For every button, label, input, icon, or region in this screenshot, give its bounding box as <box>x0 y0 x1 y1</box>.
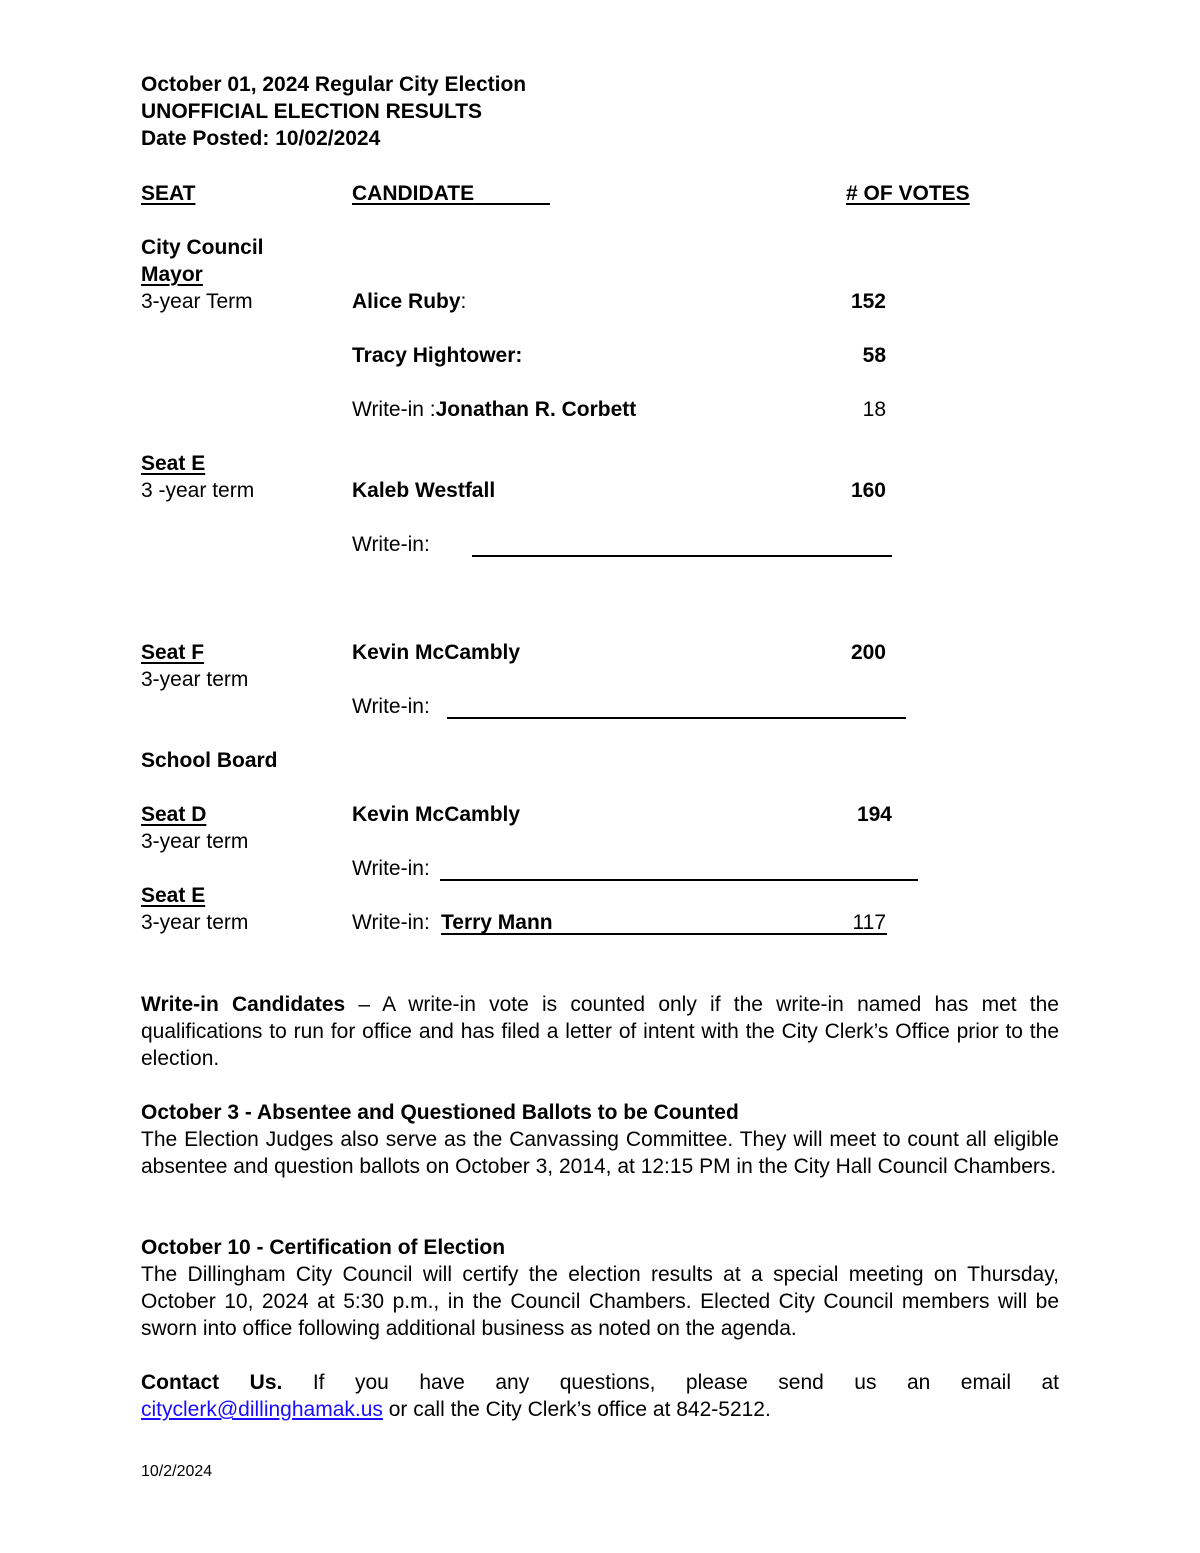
email-link[interactable]: cityclerk@dillinghamak.us <box>141 1398 383 1421</box>
seat-e-council: Seat E <box>141 452 206 475</box>
column-candidate: CANDIDATE <box>352 182 475 205</box>
column-votes: # OF VOTES <box>846 182 970 205</box>
city-council-heading: City Council <box>141 236 264 259</box>
seat-e-school: Seat E <box>141 884 206 907</box>
seat-f-term: 3-year term <box>141 668 249 691</box>
mayor-term: 3-year Term <box>141 290 253 313</box>
seat-d-term: 3-year term <box>141 830 249 853</box>
vote-count: 117 <box>852 911 886 934</box>
writein-candidate: Write-in :Jonathan R. Corbett <box>352 398 637 421</box>
writein-blank-line <box>472 555 892 557</box>
candidate-name: Kaleb Westfall <box>352 479 496 502</box>
seat-e-school-term: 3-year term <box>141 911 249 934</box>
writein-blank-line <box>447 717 906 719</box>
writein-candidate: Terry Mann <box>441 911 553 934</box>
vote-count: 160 <box>850 479 886 502</box>
vote-count: 18 <box>862 398 886 421</box>
school-board-heading: School Board <box>141 749 278 772</box>
writein-label: Write-in: <box>352 695 430 718</box>
candidate-name: Tracy Hightower: <box>352 344 523 367</box>
oct3-heading: October 3 - Absentee and Questioned Ballots to be Counted <box>141 1101 739 1124</box>
seat-mayor: Mayor <box>141 263 203 286</box>
column-seat: SEAT <box>141 182 196 205</box>
vote-count: 152 <box>850 290 886 313</box>
candidate-name: Kevin McCambly <box>352 803 521 826</box>
seat-d-school: Seat D <box>141 803 207 826</box>
seat-e-term: 3 -year term <box>141 479 255 502</box>
candidate-name: Kevin McCambly <box>352 641 521 664</box>
writein-label: Write-in: <box>352 857 430 880</box>
contact-line-2: cityclerk@dillinghamak.us or call the City Clerk’s office at 842-5212. <box>141 1398 771 1421</box>
oct3-text: The Election Judges also serve as the Canvassing Committee. They will meet to count all eligible absentee and question ballots on October 3, 2014, at 12:15 PM in the City Hall Council Chambers. <box>141 1128 1059 1178</box>
oct10-heading: October 10 - Certification of Election <box>141 1236 506 1259</box>
results-status: UNOFFICIAL ELECTION RESULTS <box>141 100 483 123</box>
writein-blank-line <box>440 879 918 881</box>
vote-count: 194 <box>856 803 892 826</box>
writein-label: Write-in: <box>352 533 430 556</box>
writein-note: Write-in Candidates – A write-in vote is counted only if the write-in named has met the qualifications to run for office and has filed a letter of intent with the City Clerk’s Office prior to the election. <box>141 993 1059 1070</box>
election-title: October 01, 2024 Regular City Election <box>141 73 527 96</box>
writein-label: Write-in: <box>352 911 430 934</box>
candidate-name: Alice Ruby: <box>352 290 467 313</box>
footer-date: 10/2/2024 <box>141 1463 213 1480</box>
writein-underline <box>441 933 887 935</box>
oct10-text: The Dillingham City Council will certify the election results at a special meeting on Thursday, October 10, 2024 at 5:30 p.m., in the Council Chambers. Elected City Council members will be sworn into office following additional business as noted on the agenda. <box>141 1263 1059 1340</box>
date-posted: Date Posted: 10/02/2024 <box>141 127 381 150</box>
seat-f-council: Seat F <box>141 641 205 664</box>
contact-line: Contact Us. If you have any questions, please send us an email at <box>141 1371 1059 1394</box>
vote-count: 58 <box>862 344 886 367</box>
vote-count: 200 <box>850 641 886 664</box>
